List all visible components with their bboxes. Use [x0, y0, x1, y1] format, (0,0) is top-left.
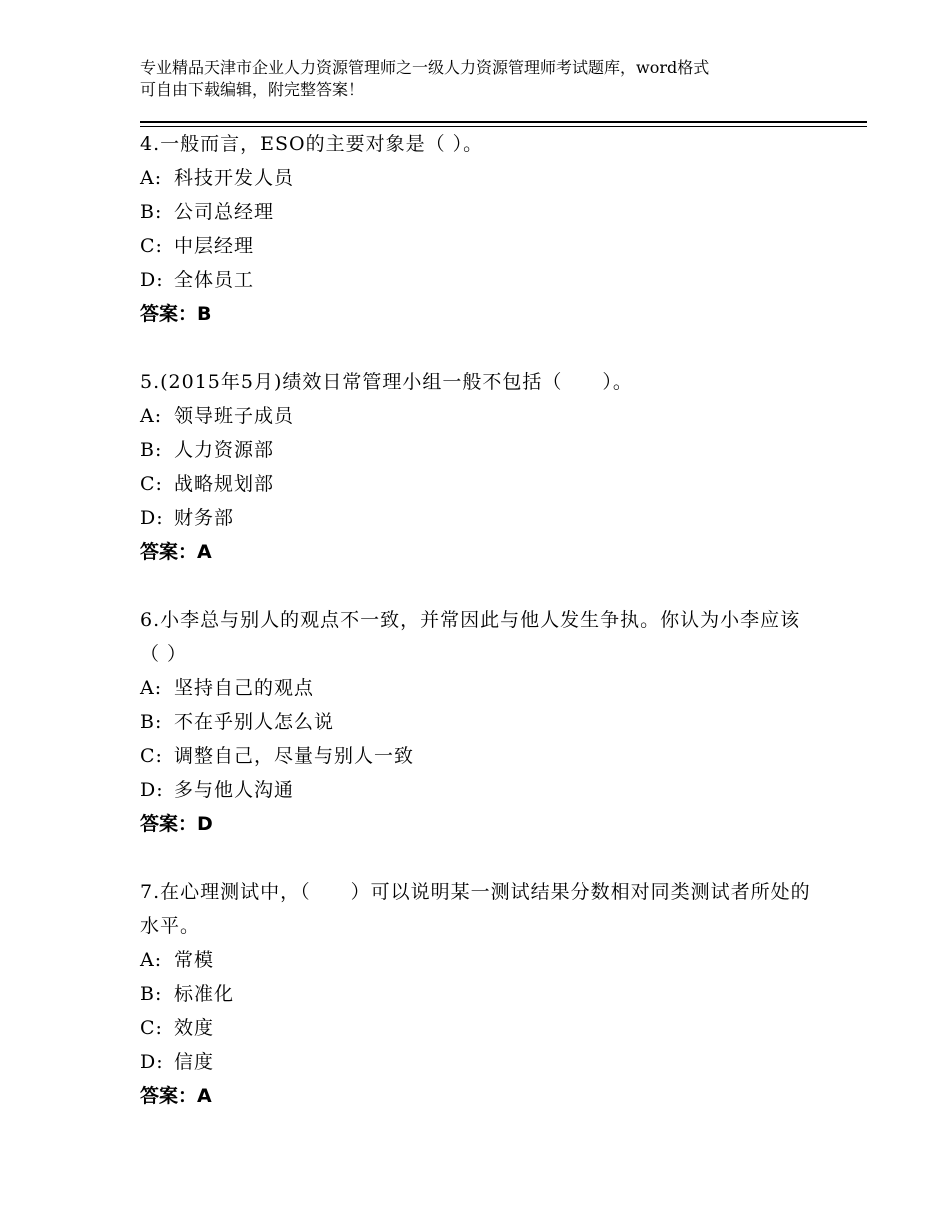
answer-line: 答案：D [140, 813, 213, 835]
option-c [140, 1011, 820, 1045]
question-spacer [140, 841, 820, 875]
option-key: B: [140, 983, 163, 1005]
option-key: B: [140, 439, 163, 461]
question-list [140, 127, 820, 1113]
option-key: D: [140, 507, 164, 529]
option-b [140, 705, 820, 739]
header-line-2: 可自由下载编辑，附完整答案！ [140, 80, 365, 99]
option-key: B: [140, 201, 163, 223]
option-text: 坚持自己的观点 [174, 677, 315, 699]
option-text: 全体员工 [174, 269, 255, 291]
option-key: B: [140, 711, 163, 733]
question-4 [140, 127, 820, 331]
question-spacer [140, 331, 820, 365]
option-text: 战略规划部 [174, 473, 275, 495]
document-header [140, 57, 820, 101]
option-c [140, 739, 820, 773]
option-a [140, 399, 820, 433]
option-text: 多与他人沟通 [174, 779, 295, 801]
question-stem: 7.在心理测试中，（ ）可以说明某一测试结果分数相对同类测试者所处的水平。 [140, 881, 811, 937]
option-text: 领导班子成员 [174, 405, 295, 427]
header-rule-thick [140, 121, 867, 123]
question-spacer [140, 569, 820, 603]
option-text: 财务部 [174, 507, 235, 529]
option-key: D: [140, 1051, 164, 1073]
option-text: 常模 [174, 949, 215, 971]
option-text: 公司总经理 [174, 201, 275, 223]
answer-line: 答案：A [140, 541, 212, 563]
answer-line: 答案：B [140, 303, 212, 325]
option-d [140, 501, 820, 535]
option-text: 信度 [174, 1051, 215, 1073]
option-text: 效度 [174, 1017, 215, 1039]
option-d [140, 773, 820, 807]
option-d [140, 1045, 820, 1079]
option-key: C: [140, 1017, 163, 1039]
option-a [140, 161, 820, 195]
question-6 [140, 603, 820, 841]
question-7 [140, 875, 820, 1113]
option-text: 科技开发人员 [174, 167, 295, 189]
option-key: D: [140, 779, 164, 801]
option-key: C: [140, 235, 163, 257]
option-key: A: [140, 949, 163, 971]
option-text: 不在乎别人怎么说 [174, 711, 335, 733]
option-key: A: [140, 405, 163, 427]
option-text: 人力资源部 [174, 439, 275, 461]
question-stem: 6.小李总与别人的观点不一致，并常因此与他人发生争执。你认为小李应该（ ） [140, 609, 801, 665]
option-b [140, 195, 820, 229]
answer-line: 答案：A [140, 1085, 212, 1107]
option-b [140, 977, 820, 1011]
option-a [140, 943, 820, 977]
option-text: 调整自己，尽量与别人一致 [174, 745, 415, 767]
option-b [140, 433, 820, 467]
option-d [140, 263, 820, 297]
option-key: C: [140, 745, 163, 767]
option-c [140, 229, 820, 263]
option-key: C: [140, 473, 163, 495]
option-key: D: [140, 269, 164, 291]
question-5 [140, 365, 820, 569]
question-stem: 4.一般而言，ESO的主要对象是（ ）。 [140, 133, 484, 155]
header-line-1: 专业精品天津市企业人力资源管理师之一级人力资源管理师考试题库，word格式 [140, 58, 710, 77]
option-text: 中层经理 [174, 235, 255, 257]
option-key: A: [140, 167, 163, 189]
option-key: A: [140, 677, 163, 699]
option-text: 标准化 [174, 983, 235, 1005]
question-stem: 5.(2015年5月)绩效日常管理小组一般不包括（ ）。 [140, 371, 633, 393]
option-a [140, 671, 820, 705]
option-c [140, 467, 820, 501]
